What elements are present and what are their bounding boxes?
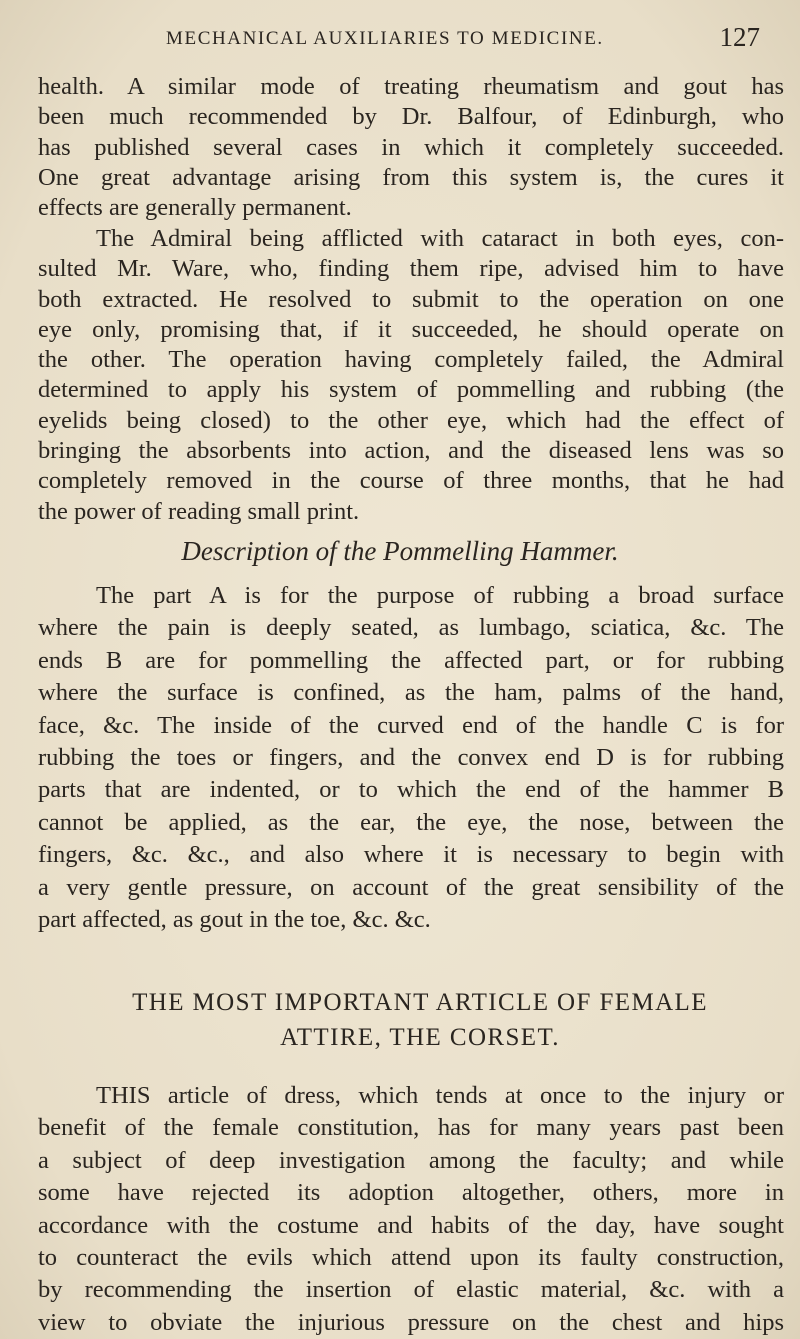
text-line: The part A is for the purpose of rubbing a broad surface	[96, 582, 784, 609]
text-line: benefit of the female constitution, has for many years past been	[38, 1114, 784, 1142]
paragraph-health	[38, 72, 784, 223]
text-line: sulted Mr. Ware, who, finding them ripe, advised him to have	[38, 255, 784, 283]
text-line: rubbing the toes or fingers, and the convex end D is for rubbing	[38, 744, 784, 772]
text-line: the other. The operation having completely failed, the Admiral	[38, 346, 784, 374]
text-line: both extracted. He resolved to submit to the operation on one	[38, 285, 784, 313]
text-line: some have rejected its adoption altogether, others, more in	[38, 1179, 784, 1207]
text-line: has published several cases in which it completely succeeded.	[38, 133, 784, 161]
text-line: view to obviate the injurious pressure on the chest and hips	[38, 1308, 784, 1336]
text-line: effects are generally permanent.	[38, 194, 352, 222]
text-line: eye only, promising that, if it succeeded, he should operate on	[38, 315, 784, 343]
text-line: by recommending the insertion of elastic material, &c. with a	[38, 1276, 784, 1304]
text-line: accordance with the costume and habits of the day, have sought	[38, 1211, 784, 1239]
text-line: bringing the absorbents into action, and the diseased lens was so	[38, 437, 784, 465]
text-line: face, &c. The inside of the curved end of the handle C is for	[38, 711, 784, 739]
text-line: THIS article of dress, which tends at once to the injury or	[96, 1082, 784, 1109]
text-line: parts that are indented, or to which the end of the hammer B	[38, 776, 784, 804]
text-line: been much recommended by Dr. Balfour, of Edinburgh, who	[38, 103, 784, 131]
text-line: The Admiral being afflicted with cataract in both eyes, con-	[96, 225, 784, 252]
chapter-title	[60, 985, 780, 1055]
text-line: determined to apply his system of pommelling and rubbing (the	[38, 376, 784, 404]
text-line: the power of reading small print.	[38, 497, 360, 525]
text-line: a very gentle pressure, on account of the great sensibility of the	[38, 873, 784, 901]
page-number: 127	[719, 22, 760, 52]
text-line: cannot be applied, as the ear, the eye, the nose, between the	[38, 808, 784, 836]
page-header	[130, 22, 780, 58]
text-line: One great advantage arising from this system is, the cures it	[38, 163, 784, 191]
text-line: eyelids being closed) to the other eye, which had the effect of	[38, 406, 784, 434]
text-line: to counteract the evils which attend upon its faulty construction,	[38, 1244, 784, 1272]
chapter-title-line: ATTIRE, THE CORSET.	[280, 1024, 560, 1051]
section-heading: Description of the Pommelling Hammer.	[181, 536, 619, 566]
running-title: MECHANICAL AUXILIARIES TO MEDICINE.	[166, 28, 604, 49]
text-line: fingers, &c. &c., and also where it is necessary to begin with	[38, 841, 784, 869]
text-line: where the surface is confined, as the ham, palms of the hand,	[38, 679, 784, 707]
text-line: completely removed in the course of three months, that he had	[38, 467, 784, 495]
text-line: where the pain is deeply seated, as lumbago, sciatica, &c. The	[38, 614, 784, 642]
chapter-title-line: THE MOST IMPORTANT ARTICLE OF FEMALE	[132, 989, 708, 1016]
text-line: ends B are for pommelling the affected part, or for rubbing	[38, 646, 784, 674]
text-line: a subject of deep investigation among the faculty; and while	[38, 1146, 784, 1174]
text-line: health. A similar mode of treating rheumatism and gout has	[38, 73, 784, 100]
paragraph-admiral	[38, 224, 784, 527]
paragraph-corset	[38, 1080, 784, 1339]
paragraph-hammer-description	[38, 580, 784, 936]
text-line: part affected, as gout in the toe, &c. &c.	[38, 906, 431, 934]
